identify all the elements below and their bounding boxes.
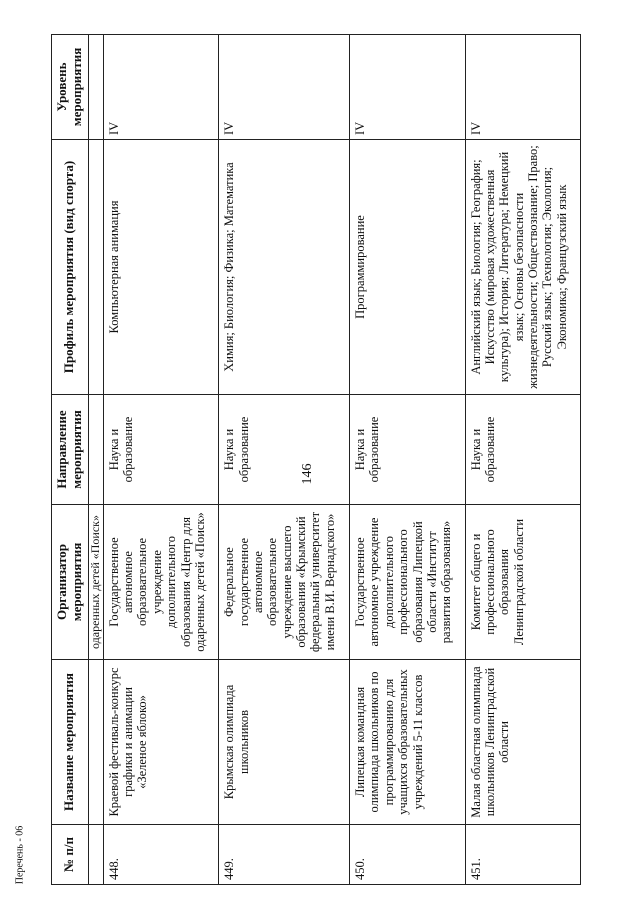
row-profile: Программирование <box>350 140 465 395</box>
row-profile: Компьютерная анимация <box>103 140 218 395</box>
row-num: 451. <box>465 825 581 885</box>
row-organizer: Комитет общего и профессионального образования Ленинградской области <box>465 505 581 660</box>
events-table <box>51 34 581 885</box>
row-name: Липецкая командная олимпиада школьников по программированию для учащихся образовательных учреждений 5-11 классов <box>350 660 465 825</box>
row-direction: Наука и образование <box>103 395 218 505</box>
row-num: 449. <box>219 825 350 885</box>
page-number: 146 <box>300 463 315 485</box>
row-direction: Наука и образование <box>350 395 465 505</box>
col-header-profile: Профиль мероприятия (вид спорта) <box>52 140 89 395</box>
table-row <box>465 35 581 885</box>
row-organizer: Государственное автономное учреждение дополнительного профессионального образования Липецкой области «Институт развития образования» <box>350 505 465 660</box>
row-direction: Наука и образование <box>219 395 350 505</box>
col-header-num: № п/п <box>52 825 89 885</box>
col-header-name: Название мероприятия <box>52 660 89 825</box>
row-level: IV <box>465 35 581 140</box>
table-row <box>219 35 350 885</box>
rotated-table-wrapper <box>51 35 581 885</box>
row-name: Малая областная олимпиада школьников Ленинградской области <box>465 660 581 825</box>
row-level: IV <box>219 35 350 140</box>
row-level: IV <box>350 35 465 140</box>
table-row <box>350 35 465 885</box>
table-row <box>103 35 218 885</box>
col-header-level: Уровень мероприятия <box>52 35 89 140</box>
row-name: Краевой фестиваль-конкурс графики и анимации «Зеленое яблоко» <box>103 660 218 825</box>
row-organizer: Государственное автономное образовательное учреждение дополнительного образования «Центр для одаренных детей «Поиск» <box>103 505 218 660</box>
footer-note: Перечень - 06 <box>14 825 26 885</box>
row-profile: Химия; Биология; Физика; Математика <box>219 140 350 395</box>
carry-over-row <box>88 35 103 885</box>
row-profile: Английский язык; Биология; География; Искусство (мировая художественная культура); История; Литература; Немецкий язык; Основы безопасности жизнедеятельности; Обществознание; Право; Русский язык; Технология; Экология; Экономика; Французский язык <box>465 140 581 395</box>
table-header-row <box>52 35 89 885</box>
row-organizer: Федеральное государственное автономное образовательное учреждение высшего образования «Крымский федеральный университет имени В.И. Вернадского» <box>219 505 350 660</box>
col-header-organizer: Организатор мероприятия <box>52 505 89 660</box>
col-header-direction: Направление мероприятия <box>52 395 89 505</box>
carry-over-text: одаренных детей «Поиск» <box>88 505 103 660</box>
row-name: Крымская олимпиада школьников <box>219 660 350 825</box>
row-num: 450. <box>350 825 465 885</box>
row-num: 448. <box>103 825 218 885</box>
row-direction: Наука и образование <box>465 395 581 505</box>
row-level: IV <box>103 35 218 140</box>
